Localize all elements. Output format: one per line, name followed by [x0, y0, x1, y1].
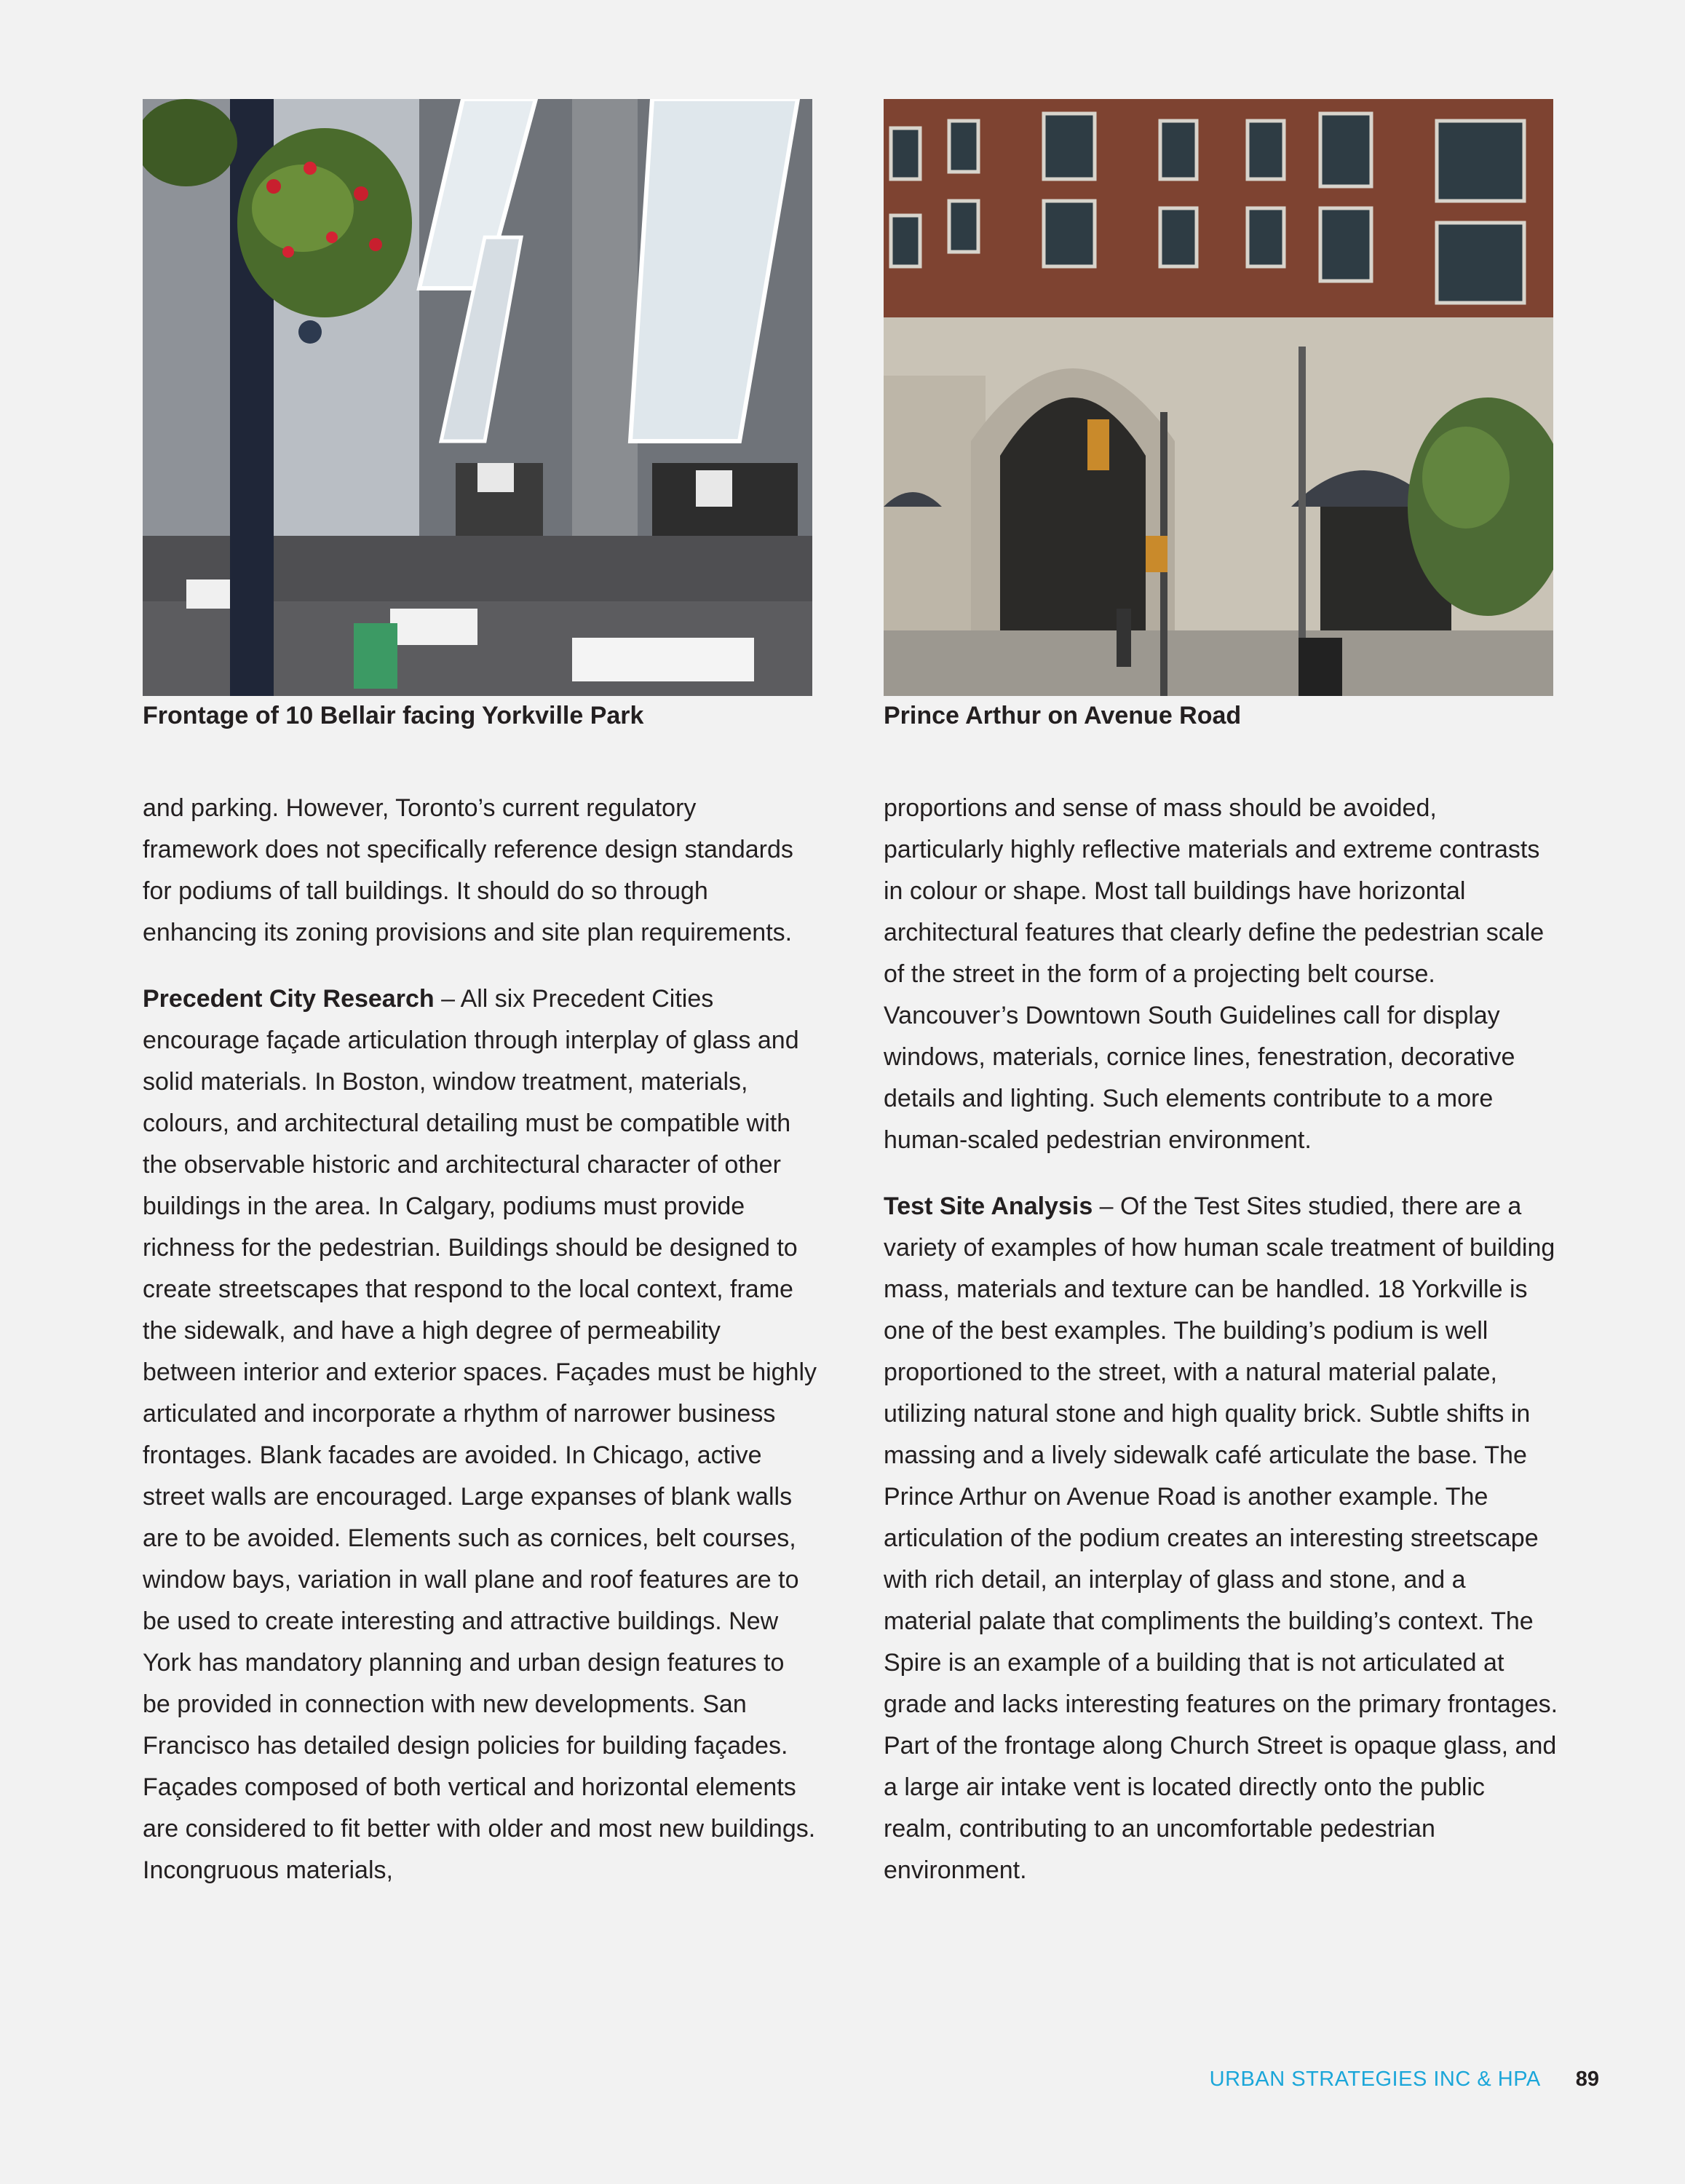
- photo-bellair-frontage: [143, 99, 812, 696]
- figure-caption-left: Frontage of 10 Bellair facing Yorkville Park: [143, 702, 644, 729]
- bellair-frontage-image: [143, 99, 812, 696]
- paragraph-parking: and parking. However, Toronto’s current regulatory framework does not specifically reference design standards for podiums of tall buildings. It should do so through enhancing its zoning provisions and site plan requirements.: [143, 794, 793, 946]
- footer-organization: URBAN STRATEGIES INC & HPA: [1209, 2068, 1541, 2091]
- paragraph-proportions: proportions and sense of mass should be avoided, particularly highly reflective materials and extreme contrasts in colour or shape. Most tall buildings have horizontal architectural features that clearly define the pedestrian scale of the street in the form of a projecting belt course. Vancouver’s Downtown South Guidelines call for display windows, materials, cornice lines, fenestration, decorative details and lighting. Such elements contribute to a more human-scaled pedestrian environment.: [884, 794, 1545, 1154]
- test-site-analysis-body: – Of the Test Sites studied, there are a variety of examples of how human scale treatment of building mass, materials and texture can be handled. 18 Yorkville is one of the best examples. The building’s podium is well proportioned to the street, with a natural material palate, utilizing natural stone and high quality brick. Subtle shifts in massing and a lively sidewalk café articulate the base. The Prince Arthur on Avenue Road is another example. The articulation of the podium creates an interesting streetscape with rich detail, an interplay of glass and stone, and a material palate that compliments the building’s context. The Spire is an example of a building that is not articulated at grade and lacks interesting features on the primary frontages. Part of the frontage along Church Street is opaque glass, and a large air intake vent is located directly onto the public realm, contributing to an uncomfortable pedestrian environment.: [884, 1192, 1558, 1884]
- photo-prince-arthur: [884, 99, 1553, 696]
- figure-caption-right: Prince Arthur on Avenue Road: [884, 702, 1242, 729]
- page-number: 89: [1575, 2068, 1599, 2091]
- heading-test-site-analysis: Test Site Analysis: [884, 1192, 1093, 1220]
- paragraph-precedent-city-research: [143, 978, 818, 1891]
- heading-precedent-city-research: Precedent City Research: [143, 985, 435, 1013]
- paragraph-test-site-analysis: [884, 1186, 1559, 1891]
- text-column-right: [884, 788, 1559, 1916]
- text-column-left: [143, 788, 818, 1916]
- page-footer: [1210, 2065, 1599, 2094]
- prince-arthur-image: [884, 99, 1553, 696]
- precedent-city-research-body: – All six Precedent Cities encourage façade articulation through interplay of glass and solid materials. In Boston, window treatment, materials, colours, and architectural detailing must be compatible with the observable historic and architectural character of other buildings in the area. In Calgary, podiums must provide richness for the pedestrian. Buildings should be designed to create streetscapes that respond to the local context, frame the sidewalk, and have a high degree of permeability between interior and exterior spaces. Façades must be highly articulated and incorporate a rhythm of narrower business frontages. Blank facades are avoided. In Chicago, active street walls are encouraged. Large expanses of blank walls are to be avoided. Elements such as cornices, belt courses, window bays, variation in wall plane and roof features are to be used to create interesting and attractive buildings. New York has mandatory planning and urban design features to be provided in connection with new developments. San Francisco has detailed design policies for building façades. Façades composed of both vertical and horizontal elements are considered to fit better with older and most new buildings. Incongruous materials,: [143, 985, 817, 1884]
